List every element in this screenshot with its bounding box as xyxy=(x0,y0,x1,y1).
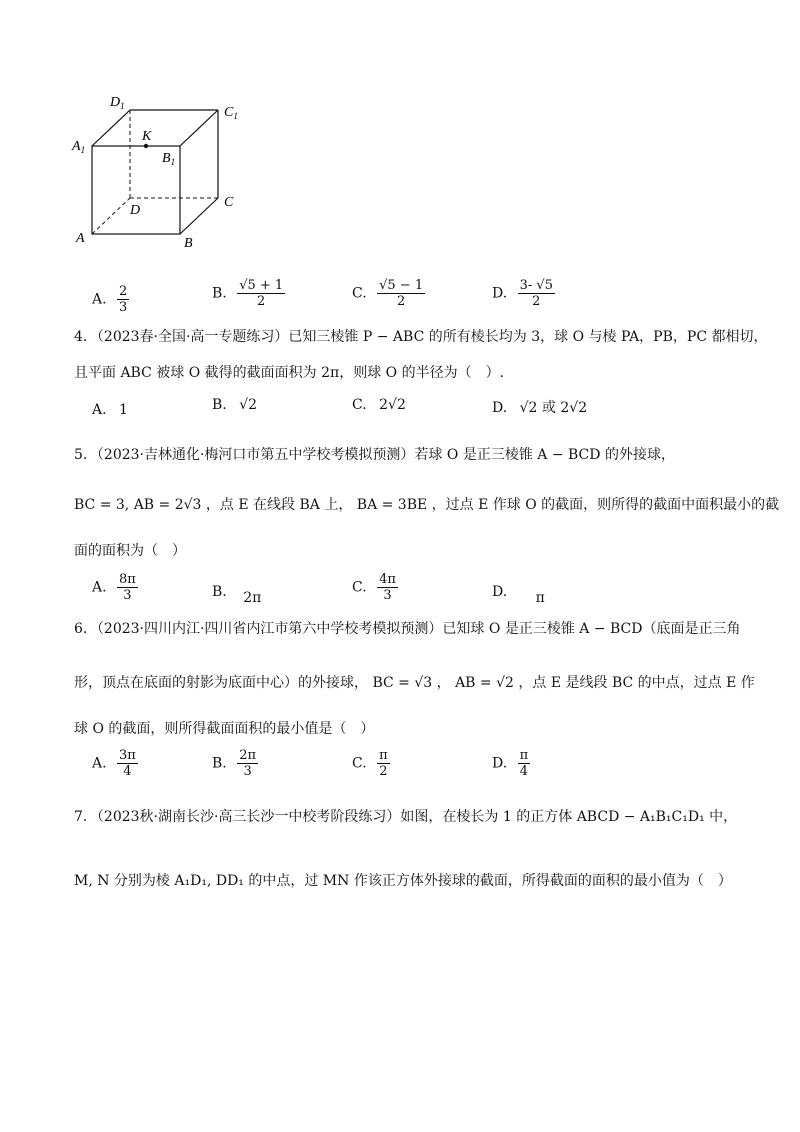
q3-option-b[interactable]: B. $\frac{√5 + 1}{2}$ xyxy=(212,278,284,309)
svg-text:K: K xyxy=(142,129,152,144)
q4-option-b[interactable]: B. √2 xyxy=(212,397,258,413)
cube-edge-b-c xyxy=(180,198,218,234)
q5-option-a[interactable]: A. $\frac{8\pi}{3}$ xyxy=(92,572,136,603)
svg-text:C1: $C_1$ xyxy=(224,105,238,121)
q4-stem-line1: 4．（2023春·全国·高一专题练习）已知三棱锥 P − ABC 的所有棱长均为 3，球 O 与棱 PA，PB，PC 都相切， xyxy=(74,329,768,345)
q5-option-d[interactable]: D. π xyxy=(492,584,545,606)
q5-option-b[interactable]: B. 2π xyxy=(212,584,262,606)
svg-text:D: D xyxy=(130,203,141,218)
q5-stem-line3: 面的面积为（ ） xyxy=(74,543,186,559)
q3-option-c[interactable]: C. $\frac{√5 - 1}{2}$ xyxy=(352,278,424,309)
q6-stem-line1: 6．（2023·四川内江·四川省内江市第六中学校考模拟预测）已知球 O 是正三棱锥 A − BCD（底面是正三角 xyxy=(74,621,741,637)
q7-stem-line2: M, N 分别为棱 A₁D₁, DD₁ 的中点，过 MN 作该正方体外接球的截面，所得截面的面积的最小值为（ ） xyxy=(74,873,732,889)
q4-option-d[interactable]: D. √2 或 2√2 xyxy=(492,400,588,416)
q3-option-a[interactable]: A. $\frac{2}{3}$ xyxy=(92,284,128,315)
svg-text:B1: $B_1$ xyxy=(162,151,176,167)
q6-option-b[interactable]: B. $\frac{2\pi}{3}$ xyxy=(212,748,257,779)
svg-text:C: C xyxy=(224,195,234,210)
cube-edge-a1-d1 xyxy=(92,110,130,146)
q6-option-d[interactable]: D. $\frac{\pi}{4}$ xyxy=(492,748,529,779)
q4-option-a[interactable]: A. 1 xyxy=(92,402,128,418)
cube-hidden-edge-a-d xyxy=(92,198,130,234)
q5-stem-line2: BC = 3, AB = 2√3 ，点 E 在线段 BA 上， BA = 3BE ，过点 E 作球 O 的截面，则所得的截面中面积最小的截 xyxy=(74,497,780,513)
q6-option-c[interactable]: C. $\frac{\pi}{2}$ xyxy=(352,748,388,779)
q4-stem-line2: 且平面 ABC 被球 O 截得的截面面积为 2π，则球 O 的半径为（ ）. xyxy=(74,365,505,381)
cube-edge-b1-c1 xyxy=(180,110,218,146)
svg-text:A1: $A_1$ xyxy=(72,139,86,155)
svg-text:D1: $D_1$ xyxy=(110,95,125,111)
point-k xyxy=(144,144,148,148)
q7-stem-line1: 7．（2023秋·湖南长沙·高三长沙一中校考阶段练习）如图，在棱长为 1 的正方体 ABCD − A₁B₁C₁D₁ 中， xyxy=(74,809,738,825)
q5-option-c[interactable]: C. $\frac{4\pi}{3}$ xyxy=(352,572,396,603)
q6-stem-line2: 形，顶点在底面的射影为底面中心）的外接球， BC = √3 ， AB = √2 ，点 E 是线段 BC 的中点，过点 E 作 xyxy=(74,675,755,691)
svg-text:B: B xyxy=(184,236,193,250)
q5-stem-line1: 5．（2023·吉林通化·梅河口市第五中学校考模拟预测）若球 O 是正三棱锥 A − BCD 的外接球， xyxy=(74,447,675,463)
q3-option-d[interactable]: D. $\frac{3- √5}{2}$ xyxy=(492,278,553,309)
q6-stem-line3: 球 O 的截面，则所得截面面积的最小值是（ ） xyxy=(74,721,375,737)
q4-option-c[interactable]: C. 2√2 xyxy=(352,397,406,413)
svg-text:A: A xyxy=(76,231,85,246)
cube-figure xyxy=(60,90,250,250)
q6-option-a[interactable]: A. $\frac{3\pi}{4}$ xyxy=(92,748,136,779)
